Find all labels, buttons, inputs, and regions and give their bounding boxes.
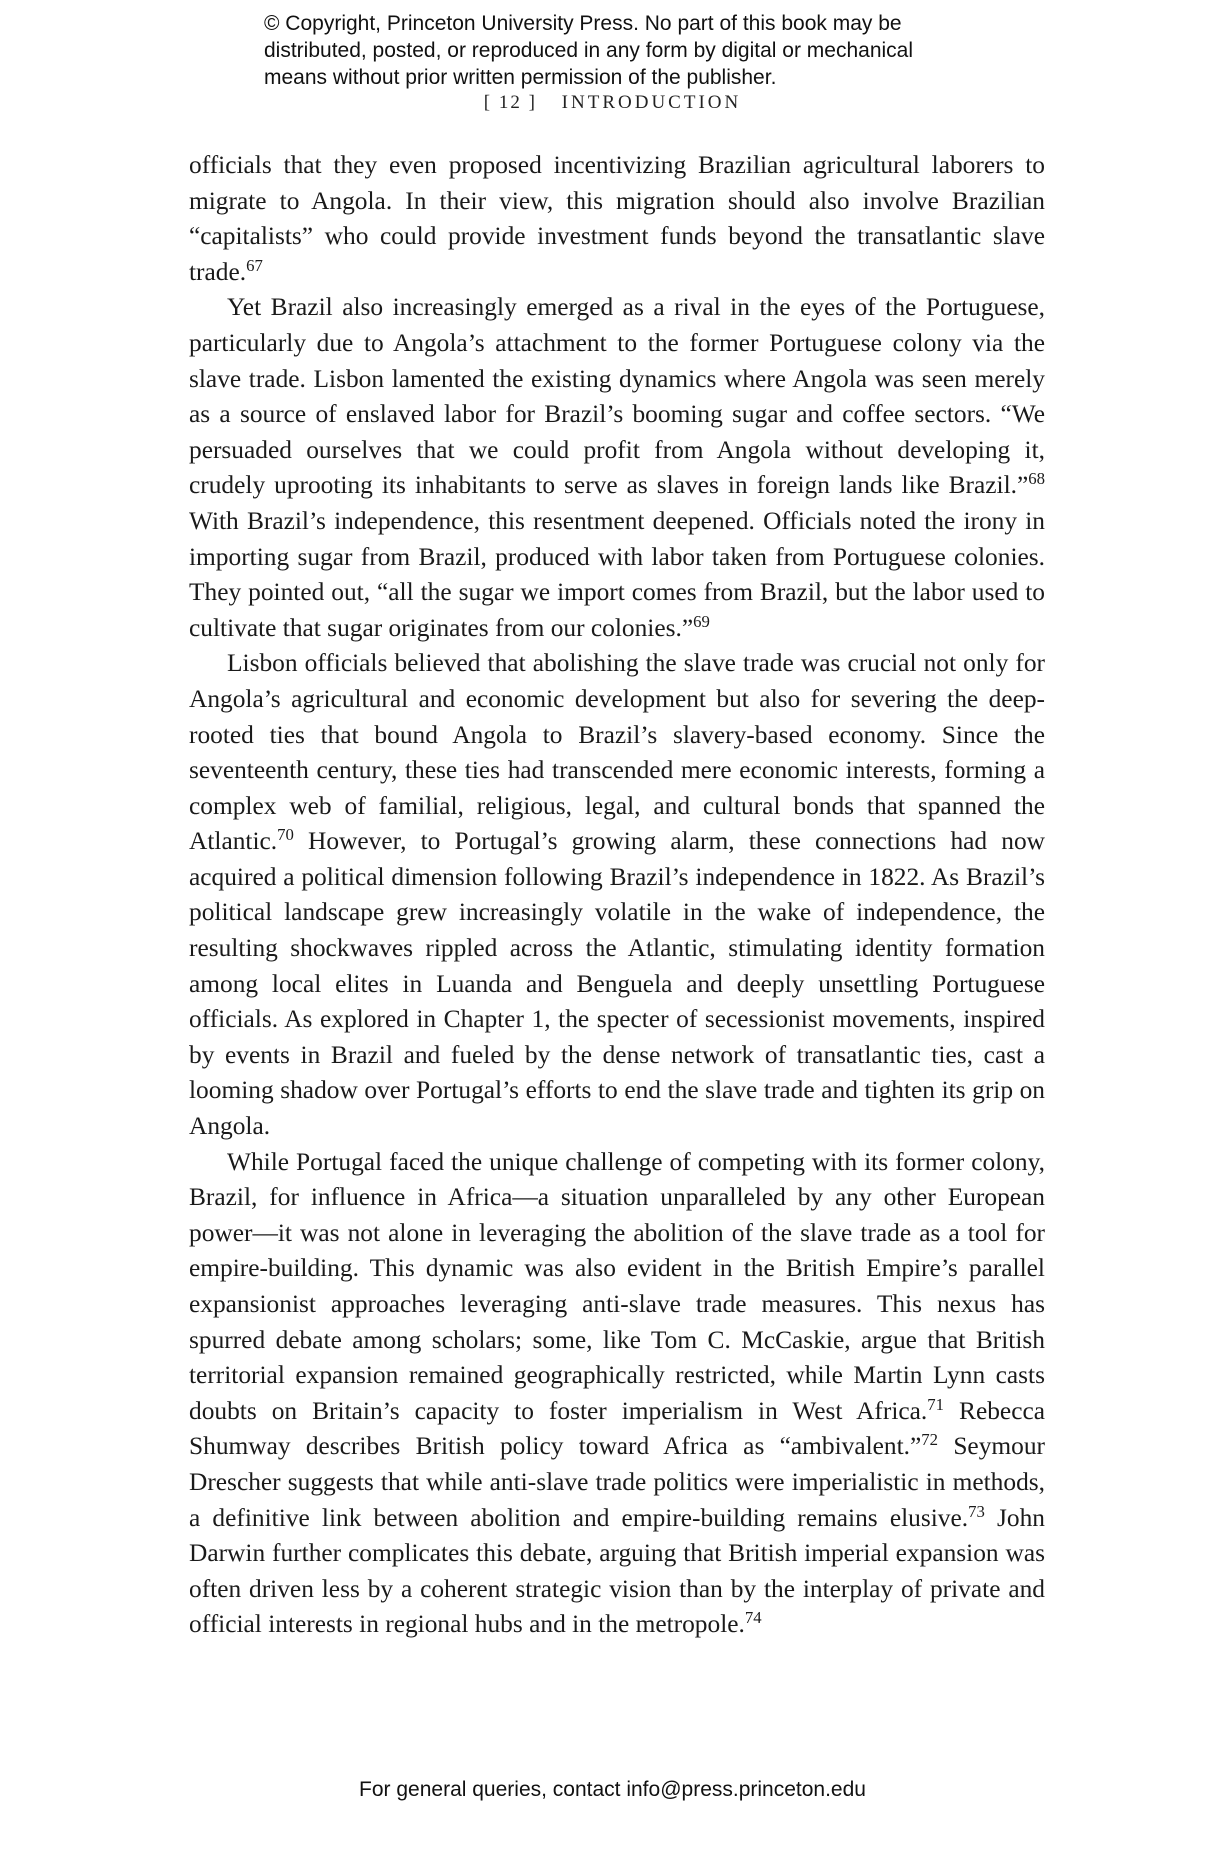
copyright-line: © Copyright, Princeton University Press. No part of this book may be [264,12,902,35]
paragraph-text: Lisbon officials believed that abolishing the slave trade was crucial not only for Angola’s agricultural and economic development but also for severing the deep-rooted ties that bound Angola to Brazil’s slavery-based economy. Since the seventeenth century, these ties had transcended mere economic interests, forming a complex web of familial, religious, legal, and cultural bonds that spanned the Atlantic. [189,649,1045,856]
page-number: [ 12 ] [483,92,537,113]
paragraph-text: Yet Brazil also increasingly emerged as a rival in the eyes of the Portuguese, particularly due to Angola’s attachment to the former Portuguese colony via the slave trade. Lisbon lamented the existing dynamics where Angola was seen merely as a source of enslaved labor for Brazil’s booming sugar and coffee sectors. “We persuaded ourselves that we could profit from Angola without developing it, crudely uprooting its inhabitants to serve as slaves in foreign lands like Brazil.” [189,293,1045,500]
footnote-ref[interactable]: 73 [968,1501,985,1521]
footnote-ref[interactable]: 69 [693,611,710,631]
footer-contact: For general queries, contact info@press.princeton.edu [359,1778,866,1801]
section-title: INTRODUCTION [561,92,742,113]
copyright-notice [264,10,1004,91]
paragraph [189,1145,1045,1643]
paragraph-text: However, to Portugal’s growing alarm, these connections had now acquired a political dimension following Brazil’s independence in 1822. As Brazil’s political landscape grew increasingly volatile in the wake of independence, the resulting shockwaves rippled across the Atlantic, stimulating identity formation among local elites in Luanda and Benguela and deeply unsettling Portuguese officials. As explored in Chapter 1, the specter of secessionist movements, inspired by events in Brazil and fueled by the dense network of transatlantic ties, cast a looming shadow over Portugal’s efforts to end the slave trade and tighten its grip on Angola. [189,827,1045,1141]
paragraph [189,290,1045,646]
running-head [0,92,1225,114]
paragraph-text: While Portugal faced the unique challenge of competing with its former colony, Brazil, for influence in Africa—a situation unparalleled by any other European power—it was not alone in leveraging the abolition of the slave trade as a tool for empire-building. This dynamic was also evident in the British Empire’s parallel expansionist approaches leveraging anti-slave trade measures. This nexus has spurred debate among scholars; some, like Tom C. McCaskie, argue that British territorial expansion remained geographically restricted, while Martin Lynn casts doubts on Britain’s capacity to foster imperialism in West Africa. [189,1147,1045,1425]
footnote-ref[interactable]: 74 [744,1608,762,1628]
footnote-ref[interactable]: 68 [1028,469,1045,489]
paragraph-text: officials that they even proposed incentivizing Brazilian agricultural laborers to migrate to Angola. In their view, this migration should also involve Brazilian “capitalists” who could provide investment funds beyond the transatlantic slave trade. [189,151,1045,286]
paragraph-text: Rebecca Shumway describes British policy toward Africa as “ambivalent.” [189,1396,1046,1461]
paragraph [189,148,1045,290]
paragraph-text: John Darwin further complicates this debate, arguing that British imperial expansion was often driven less by a coherent strategic vision than by the interplay of private and official interests in regional hubs and in the metropole. [189,1503,1045,1639]
copyright-line: means without prior written permission of the publisher. [264,66,777,89]
paragraph-text: Seymour Drescher suggests that while anti-slave trade politics were imperialistic in methods, a definitive link between abolition and empire-building remains elusive. [189,1432,1045,1532]
paragraph [189,646,1045,1144]
copyright-line: distributed, posted, or reproduced in any form by digital or mechanical [264,39,914,62]
footnote-ref[interactable]: 70 [277,825,294,845]
footnote-ref[interactable]: 71 [927,1394,945,1414]
paragraph-text: With Brazil’s independence, this resentment deepened. Officials noted the irony in importing sugar from Brazil, produced with labor taken from Portuguese colonies. They pointed out, “all the sugar we import comes from Brazil, but the labor used to cultivate that sugar originates from our colonies.” [189,506,1045,642]
body-text [189,148,1045,1643]
footnote-ref[interactable]: 67 [246,255,263,275]
footnote-ref[interactable]: 72 [921,1430,939,1450]
